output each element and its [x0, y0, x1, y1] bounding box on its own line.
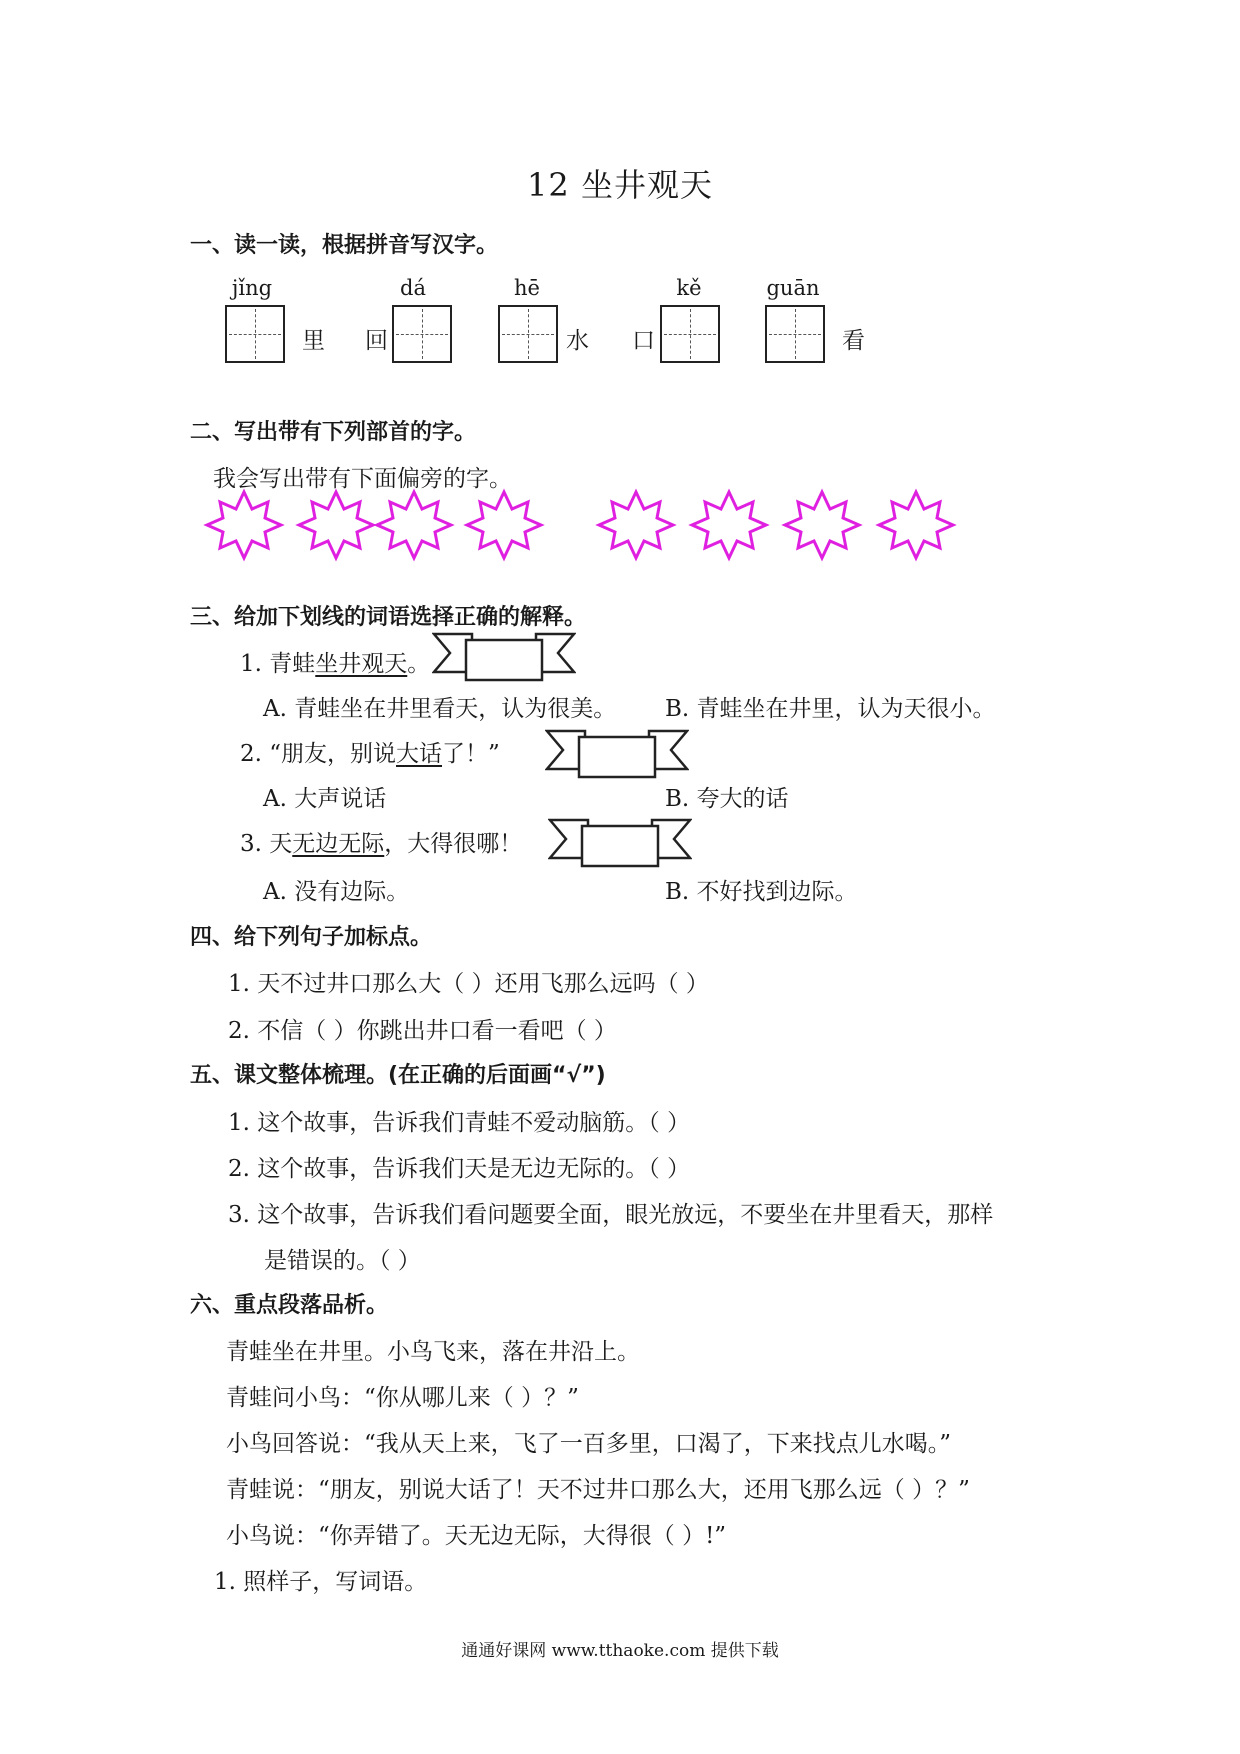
q3-pre: 3. 天 [240, 831, 293, 857]
char-after-3: 水 [566, 328, 589, 354]
passage-line-3: 小鸟回答说：“我从天上来，飞了一百多里，口渴了，下来找点儿水喝。” [226, 1431, 952, 1457]
section4-heading: 四、给下列句子加标点。 [190, 925, 433, 950]
q2-text [240, 735, 500, 768]
q3-post: ，大得很哪！ [384, 831, 523, 857]
answer-banner-3[interactable] [548, 814, 692, 870]
q1-option-b: B. 青蛙坐在井里，认为天很小。 [665, 696, 996, 722]
pinyin-2: dá [400, 276, 426, 300]
q3-option-b: B. 不好找到边际。 [665, 879, 858, 905]
char-box-5[interactable] [765, 305, 825, 363]
passage-line-4: 青蛙说：“朋友，别说大话了！天不过井口那么大，还用飞那么远（ ）？” [226, 1477, 970, 1503]
check-line-1: 1. 这个故事，告诉我们青蛙不爱动脑筋。（ ） [228, 1110, 691, 1136]
q1-underlined: 坐井观天 [315, 651, 408, 677]
q2-underlined: 大话 [396, 741, 443, 767]
section6-heading: 六、重点段落品析。 [190, 1293, 389, 1318]
star-box-1[interactable] [207, 492, 281, 558]
star-box-7[interactable] [785, 492, 859, 558]
section2-heading: 二、写出带有下列部首的字。 [190, 420, 477, 445]
section6-task: 1. 照样子，写词语。 [214, 1569, 428, 1595]
q1-option-a: A. 青蛙坐在井里看天，认为很美。 [263, 696, 617, 722]
q3-option-a: A. 没有边际。 [263, 879, 410, 905]
pinyin-5: guān [766, 276, 820, 300]
star-box-2[interactable] [299, 492, 373, 558]
char-box-3[interactable] [498, 305, 558, 363]
char-box-2[interactable] [392, 305, 452, 363]
q3-text [240, 825, 522, 858]
check-line-2: 2. 这个故事，告诉我们天是无边无际的。（ ） [228, 1156, 691, 1182]
q2-option-a: A. 大声说话 [263, 786, 387, 812]
char-before-4: 口 [632, 328, 655, 354]
section3-heading: 三、给加下划线的词语选择正确的解释。 [190, 605, 587, 630]
q2-post: 了！” [442, 741, 500, 767]
passage-line-1: 青蛙坐在井里。小鸟飞来，落在井沿上。 [226, 1339, 640, 1365]
char-after-5: 看 [842, 328, 865, 354]
passage-line-2: 青蛙问小鸟：“你从哪儿来（ ）？” [226, 1385, 579, 1411]
pinyin-1: jǐng [231, 276, 273, 300]
char-box-1[interactable] [225, 305, 285, 363]
q1-text [240, 645, 430, 678]
section2-instruction: 我会写出带有下面偏旁的字。 [213, 466, 512, 492]
q1-post: 。 [407, 651, 431, 677]
star-box-6[interactable] [692, 492, 766, 558]
star-box-5[interactable] [599, 492, 673, 558]
pinyin-3: hē [514, 276, 540, 300]
q3-underlined: 无边无际 [292, 831, 385, 857]
footer: 通通好课网 www.tthaoke.com 提供下载 [461, 1641, 779, 1661]
pinyin-4: kě [676, 276, 702, 300]
punctuation-line-2: 2. 不信（ ）你跳出井口看一看吧（ ） [228, 1018, 617, 1044]
q2-pre: 2. “朋友，别说 [240, 741, 397, 767]
q1-pre: 1. 青蛙 [240, 651, 316, 677]
answer-banner-2[interactable] [545, 725, 689, 781]
section5-heading: 五、课文整体梳理。(在正确的后面画“√”) [190, 1063, 606, 1088]
char-after-1: 里 [302, 328, 325, 354]
section1-heading: 一、读一读，根据拼音写汉字。 [190, 233, 499, 258]
answer-banner-1[interactable] [432, 628, 576, 684]
punctuation-line-1: 1. 天不过井口那么大（ ）还用飞那么远吗（ ） [228, 971, 709, 997]
star-box-8[interactable] [879, 492, 953, 558]
check-line-3: 3. 这个故事，告诉我们看问题要全面，眼光放远，不要坐在井里看天，那样 [228, 1202, 994, 1228]
char-box-4[interactable] [660, 305, 720, 363]
star-box-3[interactable] [377, 492, 451, 558]
char-before-2: 回 [365, 328, 388, 354]
star-row [200, 488, 970, 562]
page-title: 12 坐井观天 [527, 166, 713, 204]
star-box-4[interactable] [467, 492, 541, 558]
q2-option-b: B. 夸大的话 [665, 786, 789, 812]
check-line-3-cont: 是错误的。（ ） [264, 1248, 421, 1274]
passage-line-5: 小鸟说：“你弄错了。天无边无际，大得很（ ）!” [226, 1523, 727, 1549]
